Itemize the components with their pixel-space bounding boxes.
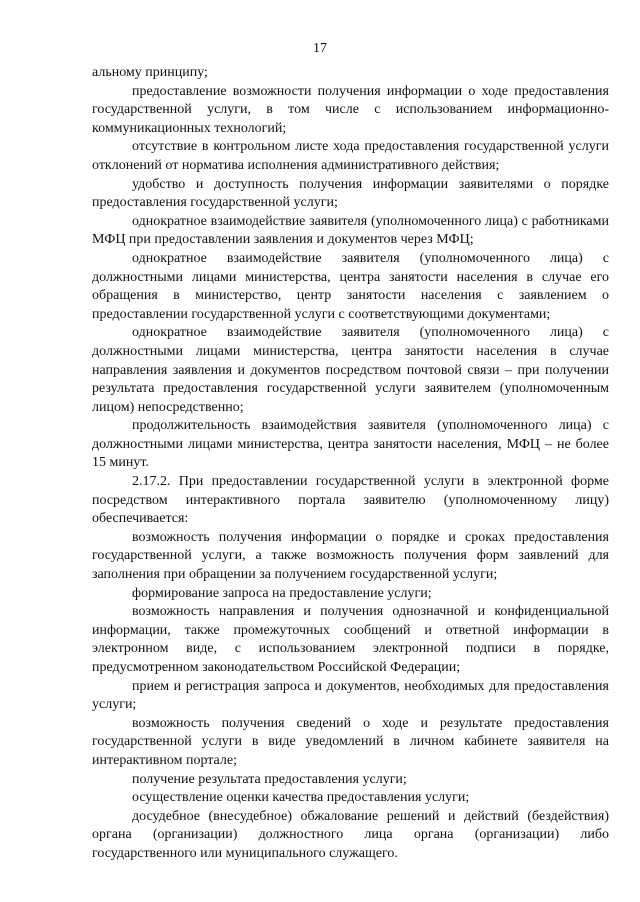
body-paragraph: прием и регистрация запроса и документов, необходимых для предоставления услуги; [92, 678, 609, 713]
body-paragraph: удобство и доступность получения информации заявителями о порядке предоставления государственной услуги; [92, 176, 609, 211]
body-paragraph: отсутствие в контрольном листе хода предоставления государственной услуги отклонений от норматива исполнения административного действия; [92, 139, 609, 173]
body-paragraph: осуществление оценки качества предоставления услуги; [132, 790, 470, 806]
body-paragraph: 2.17.2. При предоставлении государственной услуги в электронной форме посредством интерактивного портала заявителю (уполномоченному лицу) обеспечивается: [92, 474, 609, 527]
body-paragraph: возможность получения информации о порядке и сроках предоставления государственной услуги, а также возможность получения форм заявлений для заполнения при обращении за получением государственной услуги; [92, 529, 609, 583]
body-paragraph: однократное взаимодействие заявителя (уполномоченного лица) с должностными лицами министерства, центра занятости населения в случае его обращения в министерство, центр занятости населения с заявлением о предоставлении государственной услуги с соответствующими документами; [92, 250, 609, 322]
body-paragraph: предоставление возможности получения информации о ходе предоставления государственной услуги, в том числе с использованием информационно-коммуникационных технологий; [92, 83, 609, 136]
body-paragraph: возможность направления и получения однозначной и конфиденциальной информации, также промежуточных сообщений и ответной информации в электронном виде, с использованием электронной подписи в порядке, предусмотренном законодательством Российской Федерации; [92, 604, 609, 675]
body-paragraph: однократное взаимодействие заявителя (уполномоченного лица) с работниками МФЦ при предоставлении заявления и документов через МФЦ; [92, 213, 609, 248]
document-body [92, 64, 609, 864]
body-paragraph: получение результата предоставления услуги; [132, 771, 407, 787]
body-paragraph: однократное взаимодействие заявителя (уполномоченного лица) с должностными лицами министерства, центра занятости населения в случае направления заявления и документов посредством почтовой связи – при получении результата предоставления государственной услуги заявителем (уполномоченным лицом) непосредственно; [92, 325, 609, 415]
body-paragraph: возможность получения сведений о ходе и результате предоставления государственной услуги в виде уведомлений в личном кабинете заявителя на интерактивном портале; [92, 715, 609, 768]
body-paragraph: формирование запроса на предоставление услуги; [132, 585, 432, 601]
body-paragraph: досудебное (внесудебное) обжалование решений и действий (бездействия) органа (организации) должностного лица органа (организации) либо государственного или муниципального служащего. [92, 808, 609, 861]
body-paragraph: продолжительность взаимодействия заявителя (уполномоченного лица) с должностными лицами министерства, центра занятости населения, МФЦ – не более 15 минут. [92, 418, 609, 471]
page-number: 17 [313, 41, 327, 56]
body-paragraph: альному принципу; [92, 65, 208, 80]
